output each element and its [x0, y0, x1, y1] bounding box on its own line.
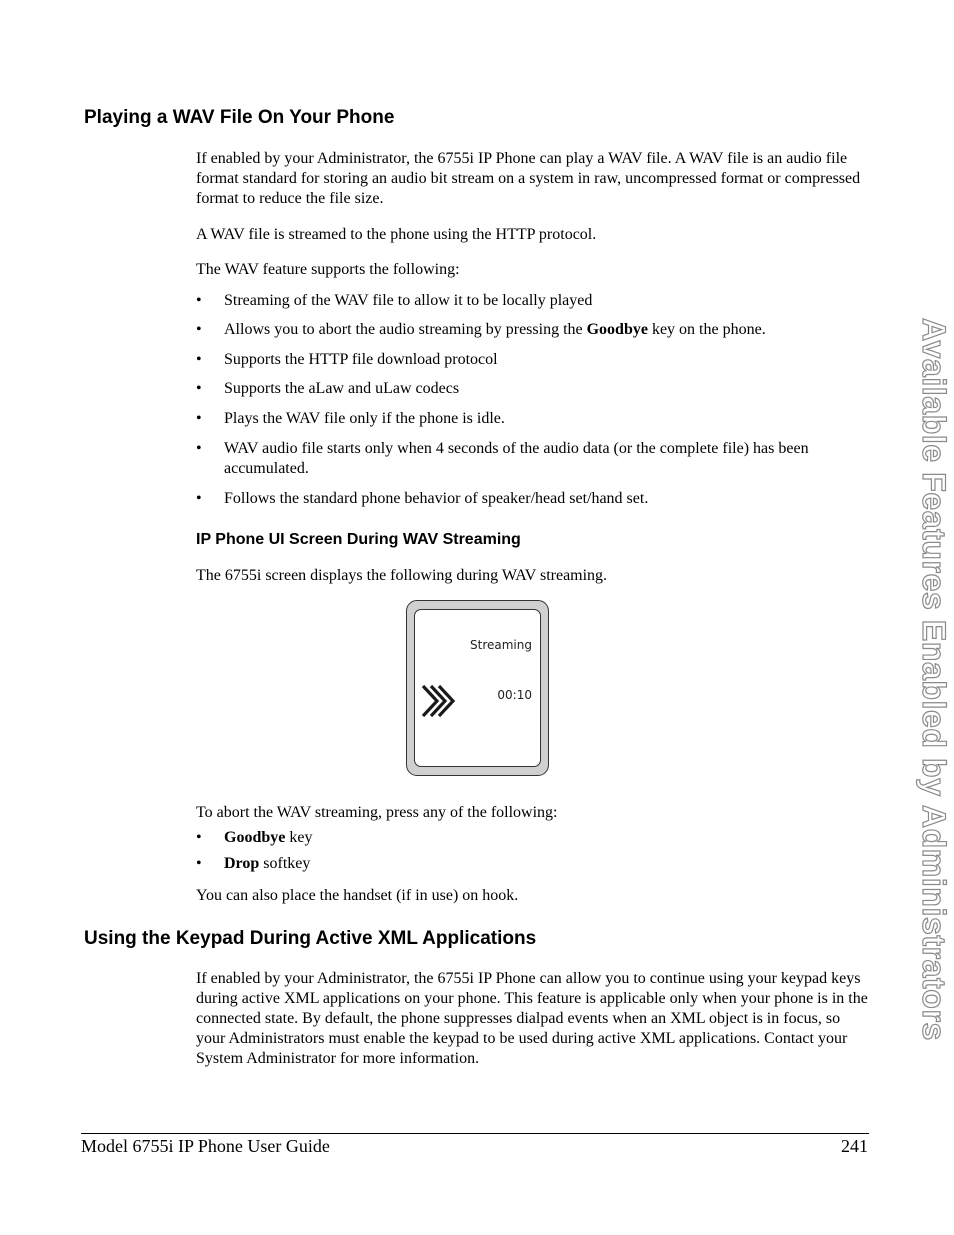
bullet-icon: • — [196, 490, 202, 507]
sidebar-title: Available Features Enabled by Administrators — [916, 318, 952, 1041]
section-heading-keypad: Using the Keypad During Active XML Applications — [84, 928, 537, 949]
screen-intro-paragraph: The 6755i screen displays the following during WAV streaming. — [196, 567, 608, 584]
handset-paragraph: You can also place the handset (if in use) on hook. — [196, 887, 519, 904]
bullet-icon: • — [196, 292, 202, 309]
wav-http-paragraph: A WAV file is streamed to the phone using the HTTP protocol. — [196, 226, 597, 243]
subsection-heading-ui-screen: IP Phone UI Screen During WAV Streaming — [196, 531, 521, 548]
list-item: • Supports the HTTP file download protocol — [196, 351, 498, 368]
goodbye-key-label: Goodbye — [586, 321, 648, 338]
list-item: • Follows the standard phone behavior of speaker/head set/hand set. — [196, 490, 649, 507]
drop-softkey-label: Drop — [224, 855, 260, 872]
keypad-paragraph: If enabled by your Administrator, the 6755i IP Phone can allow you to continue using your keypad keys during active XML applications on your phone. This feature is applicable only when your phone is in the connected state. By default, the phone suppresses dialpad events when an XML object is in focus, so your Administrators must enable the keypad to be used during active XML applications. Contact your System Administrator for more information. — [196, 970, 868, 1067]
wav-supports-paragraph: The WAV feature supports the following: — [196, 261, 460, 278]
list-item: • Streaming of the WAV file to allow it to be locally played — [196, 292, 593, 309]
bullet-icon: • — [196, 855, 202, 872]
footer-title: Model 6755i IP Phone User Guide — [81, 1136, 330, 1156]
bullet-icon: • — [196, 351, 202, 368]
streaming-chevrons-icon — [421, 684, 461, 718]
list-item: • Supports the aLaw and uLaw codecs — [196, 380, 460, 397]
list-item: • Drop softkey — [196, 855, 311, 872]
bullet-icon: • — [196, 410, 202, 427]
screen-status-text: Streaming — [470, 638, 532, 652]
bullet-icon: • — [196, 321, 202, 338]
wav-intro-paragraph: If enabled by your Administrator, the 6755i IP Phone can play a WAV file. A WAV file is an audio file format standard for storing an audio bit stream on a system in raw, uncompressed format or compressed format to reduce the file size. — [196, 150, 861, 207]
list-item: • Plays the WAV file only if the phone is idle. — [196, 410, 505, 427]
screen-timer-text: 00:10 — [497, 688, 532, 702]
list-item: • Allows you to abort the audio streaming by pressing the Goodbye key on the phone. — [196, 321, 766, 338]
goodbye-key-label: Goodbye — [224, 829, 286, 846]
bullet-icon: • — [196, 829, 202, 846]
section-heading-wav: Playing a WAV File On Your Phone — [84, 107, 395, 128]
bullet-icon: • — [196, 440, 202, 457]
phone-screen-illustration — [406, 600, 549, 776]
bullet-icon: • — [196, 380, 202, 397]
phone-display — [414, 609, 541, 767]
page-number: 241 — [841, 1136, 868, 1156]
footer-divider — [81, 1133, 869, 1134]
list-item: • Goodbye key — [196, 829, 313, 846]
list-item: • WAV audio file starts only when 4 seconds of the audio data (or the complete file) has been accumulated. — [196, 440, 809, 477]
abort-intro-paragraph: To abort the WAV streaming, press any of the following: — [196, 804, 558, 821]
